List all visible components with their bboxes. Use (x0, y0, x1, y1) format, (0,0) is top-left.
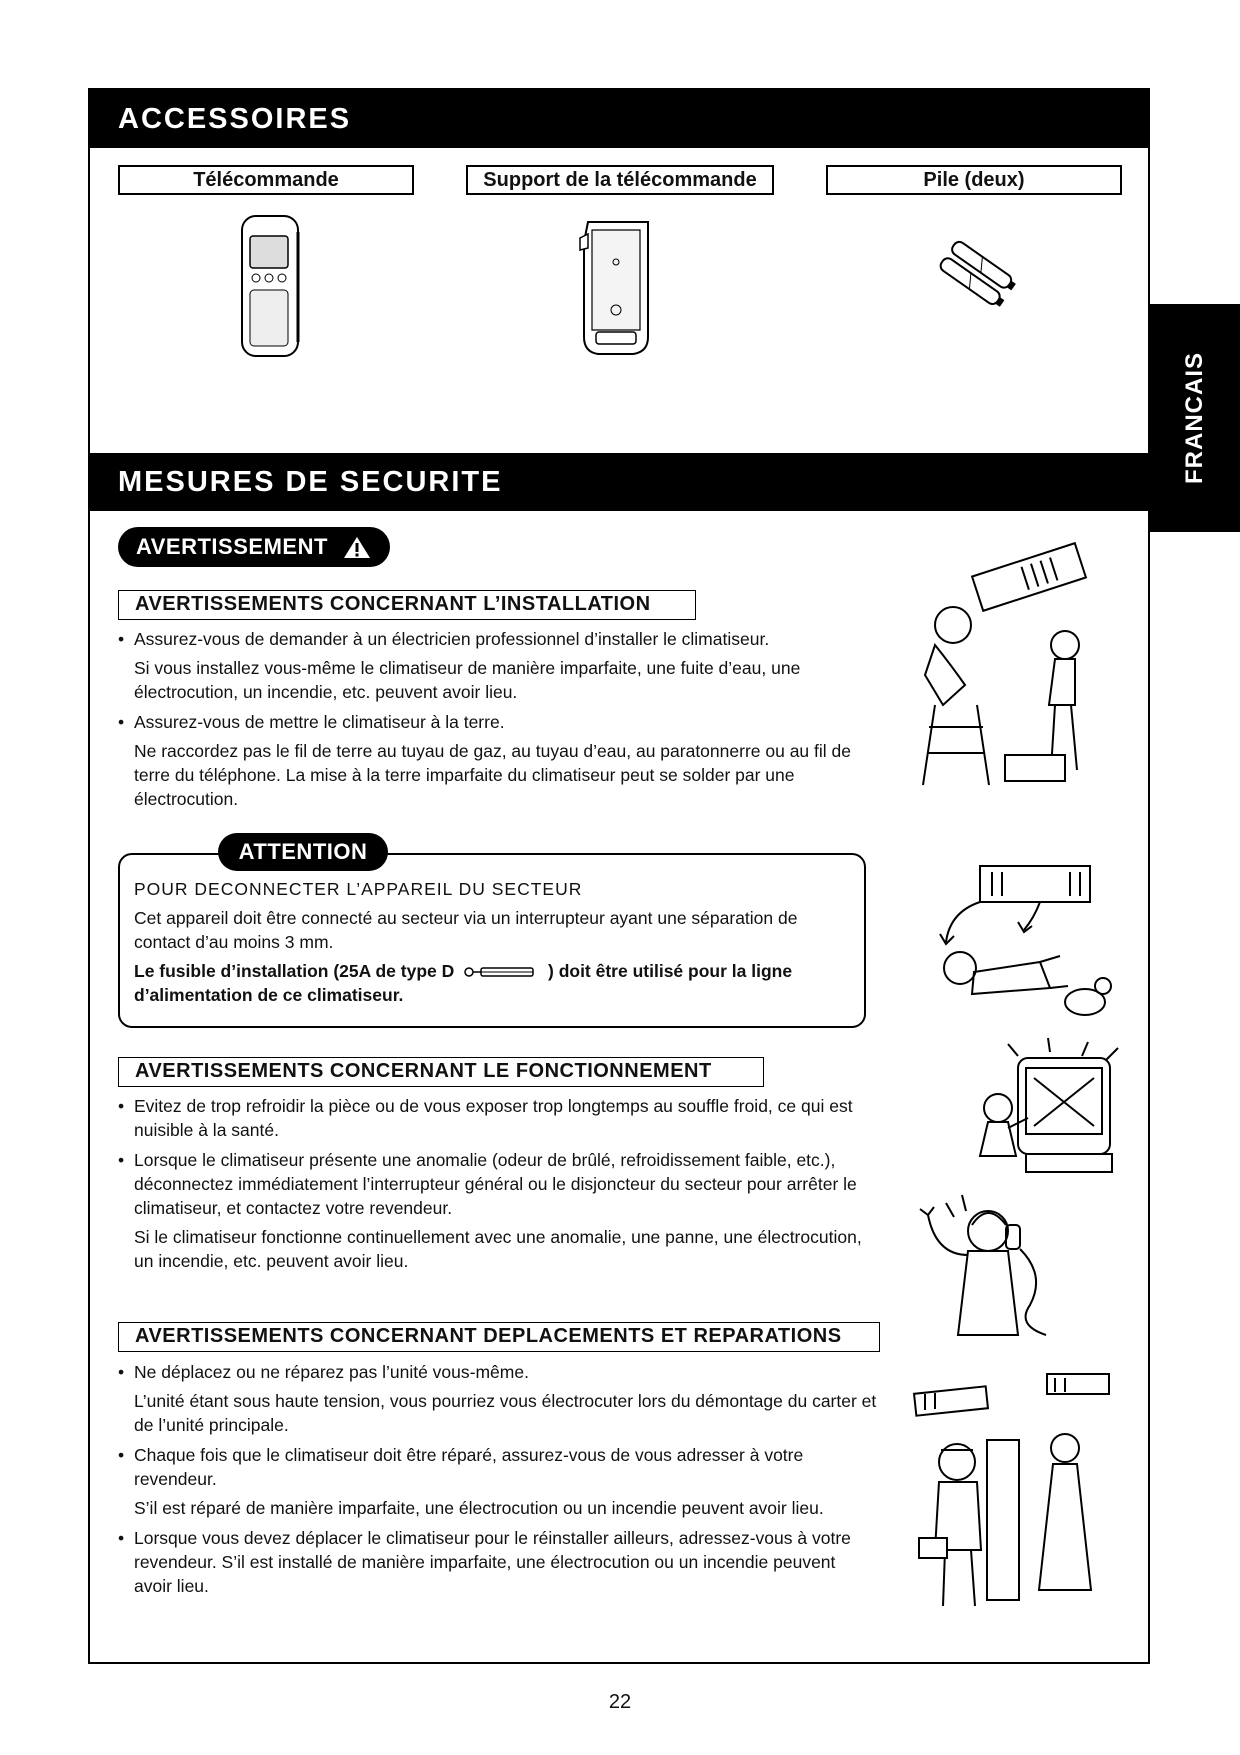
operation-bullet-2: • Lorsque le climatiseur présente une anomalie (odeur de brûlé, refroidissement faible, etc.), déconnectez immédiatement l’interrupteur général ou le disjoncteur du secteur pour arrêter le climatiseur, et contactez votre revendeur. (118, 1148, 878, 1220)
fuse-icon (463, 964, 539, 980)
attention-line-2: Cet appareil doit être connecté au secteur via un interrupteur ayant une séparation de contact d’au moins 3 mm. (134, 908, 798, 952)
repair-bullet-3: • Lorsque vous devez déplacer le climatiseur pour le réinstaller ailleurs, adressez-vous à votre revendeur. S’il est installé de manière imparfaite, une électrocution ou un incendie peuvent avoir lieu. (118, 1526, 878, 1598)
remote-holder-icon (578, 212, 658, 362)
safety-title-bar (88, 453, 1150, 511)
language-tab (1150, 304, 1240, 532)
accessory-label-holder: Support de la télécommande (466, 165, 774, 195)
repair-bullet-1: • Ne déplacez ou ne réparez pas l’unité vous-même. (118, 1360, 878, 1384)
attention-line-1: POUR DECONNECTER L’APPAREIL DU SECTEUR (134, 879, 583, 899)
accessories-title-bar (88, 90, 1150, 148)
installation-detail-1: Si vous installez vous-même le climatiseur de manière imparfaite, une fuite d’eau, une électrocution, un incendie, etc. peuvent avoir lieu. (134, 658, 801, 702)
malfunction-illustration (958, 1038, 1123, 1178)
attention-fuse-note-end: ) doit être utilisé pour la ligne d’alimentation de ce climatiseur. (134, 961, 793, 1005)
installation-bullet-1: • Assurez-vous de demander à un électricien professionnel d’installer le climatiseur. (118, 627, 878, 651)
operation-text (118, 1094, 878, 1273)
cold-air-illustration (910, 862, 1125, 1032)
installation-text (118, 627, 878, 811)
attention-fuse-note-start: Le fusible d’installation (25A de type D (134, 961, 455, 981)
installation-bullet-2: • Assurez-vous de mettre le climatiseur à la terre. (118, 710, 878, 734)
accessory-label-remote: Télécommande (118, 165, 414, 195)
repair-detail-2: S’il est réparé de manière imparfaite, une électrocution ou un incendie peuvent avoir lieu. (134, 1498, 824, 1518)
repair-detail-1: L’unité étant sous haute tension, vous pourriez vous électrocuter lors du démontage du carter et de l’unité principale. (134, 1391, 877, 1435)
page-number: 22 (608, 1691, 632, 1713)
installation-heading: AVERTISSEMENTS CONCERNANT L’INSTALLATION (118, 590, 696, 620)
warning-triangle-icon (343, 535, 371, 559)
warning-badge-label: AVERTISSEMENT (136, 534, 328, 559)
repair-bullet-2: • Chaque fois que le climatiseur doit être réparé, assurez-vous de vous adresser à votre revendeur. (118, 1443, 878, 1491)
attention-badge: ATTENTION (218, 833, 388, 871)
repair-heading: AVERTISSEMENTS CONCERNANT DEPLACEMENTS ET REPARATIONS (118, 1322, 880, 1352)
attention-fuse-note (134, 959, 850, 1007)
accessory-label-batteries: Pile (deux) (826, 165, 1122, 195)
operation-bullet-1: • Evitez de trop refroidir la pièce ou de vous exposer trop longtemps au souffle froid, ce qui est nuisible à la santé. (118, 1094, 878, 1142)
installation-detail-2: Ne raccordez pas le fil de terre au tuyau de gaz, au tuyau d’eau, au paratonnerre ou au fil de terre du téléphone. La mise à la terre imparfaite du climatiseur peut se solder par une électrocution. (134, 741, 851, 809)
operation-detail-2: Si le climatiseur fonctionne continuellement avec une anomalie, une panne, une électrocution, un incendie, etc. peuvent avoir lieu. (134, 1227, 862, 1271)
repair-text (118, 1360, 878, 1598)
batteries-icon (930, 236, 1020, 316)
phone-call-illustration (906, 1195, 1076, 1345)
repair-illustration (915, 1370, 1120, 1620)
attention-text (134, 877, 850, 1007)
operation-heading: AVERTISSEMENTS CONCERNANT LE FONCTIONNEMENT (118, 1057, 764, 1087)
safety-title: MESURES DE SECURITE (118, 466, 503, 498)
remote-control-icon (240, 212, 300, 362)
accessories-title: ACCESSOIRES (118, 103, 352, 135)
language-tab-label: FRANCAIS (1181, 352, 1208, 484)
installation-illustration (905, 555, 1125, 795)
warning-badge (118, 527, 390, 567)
